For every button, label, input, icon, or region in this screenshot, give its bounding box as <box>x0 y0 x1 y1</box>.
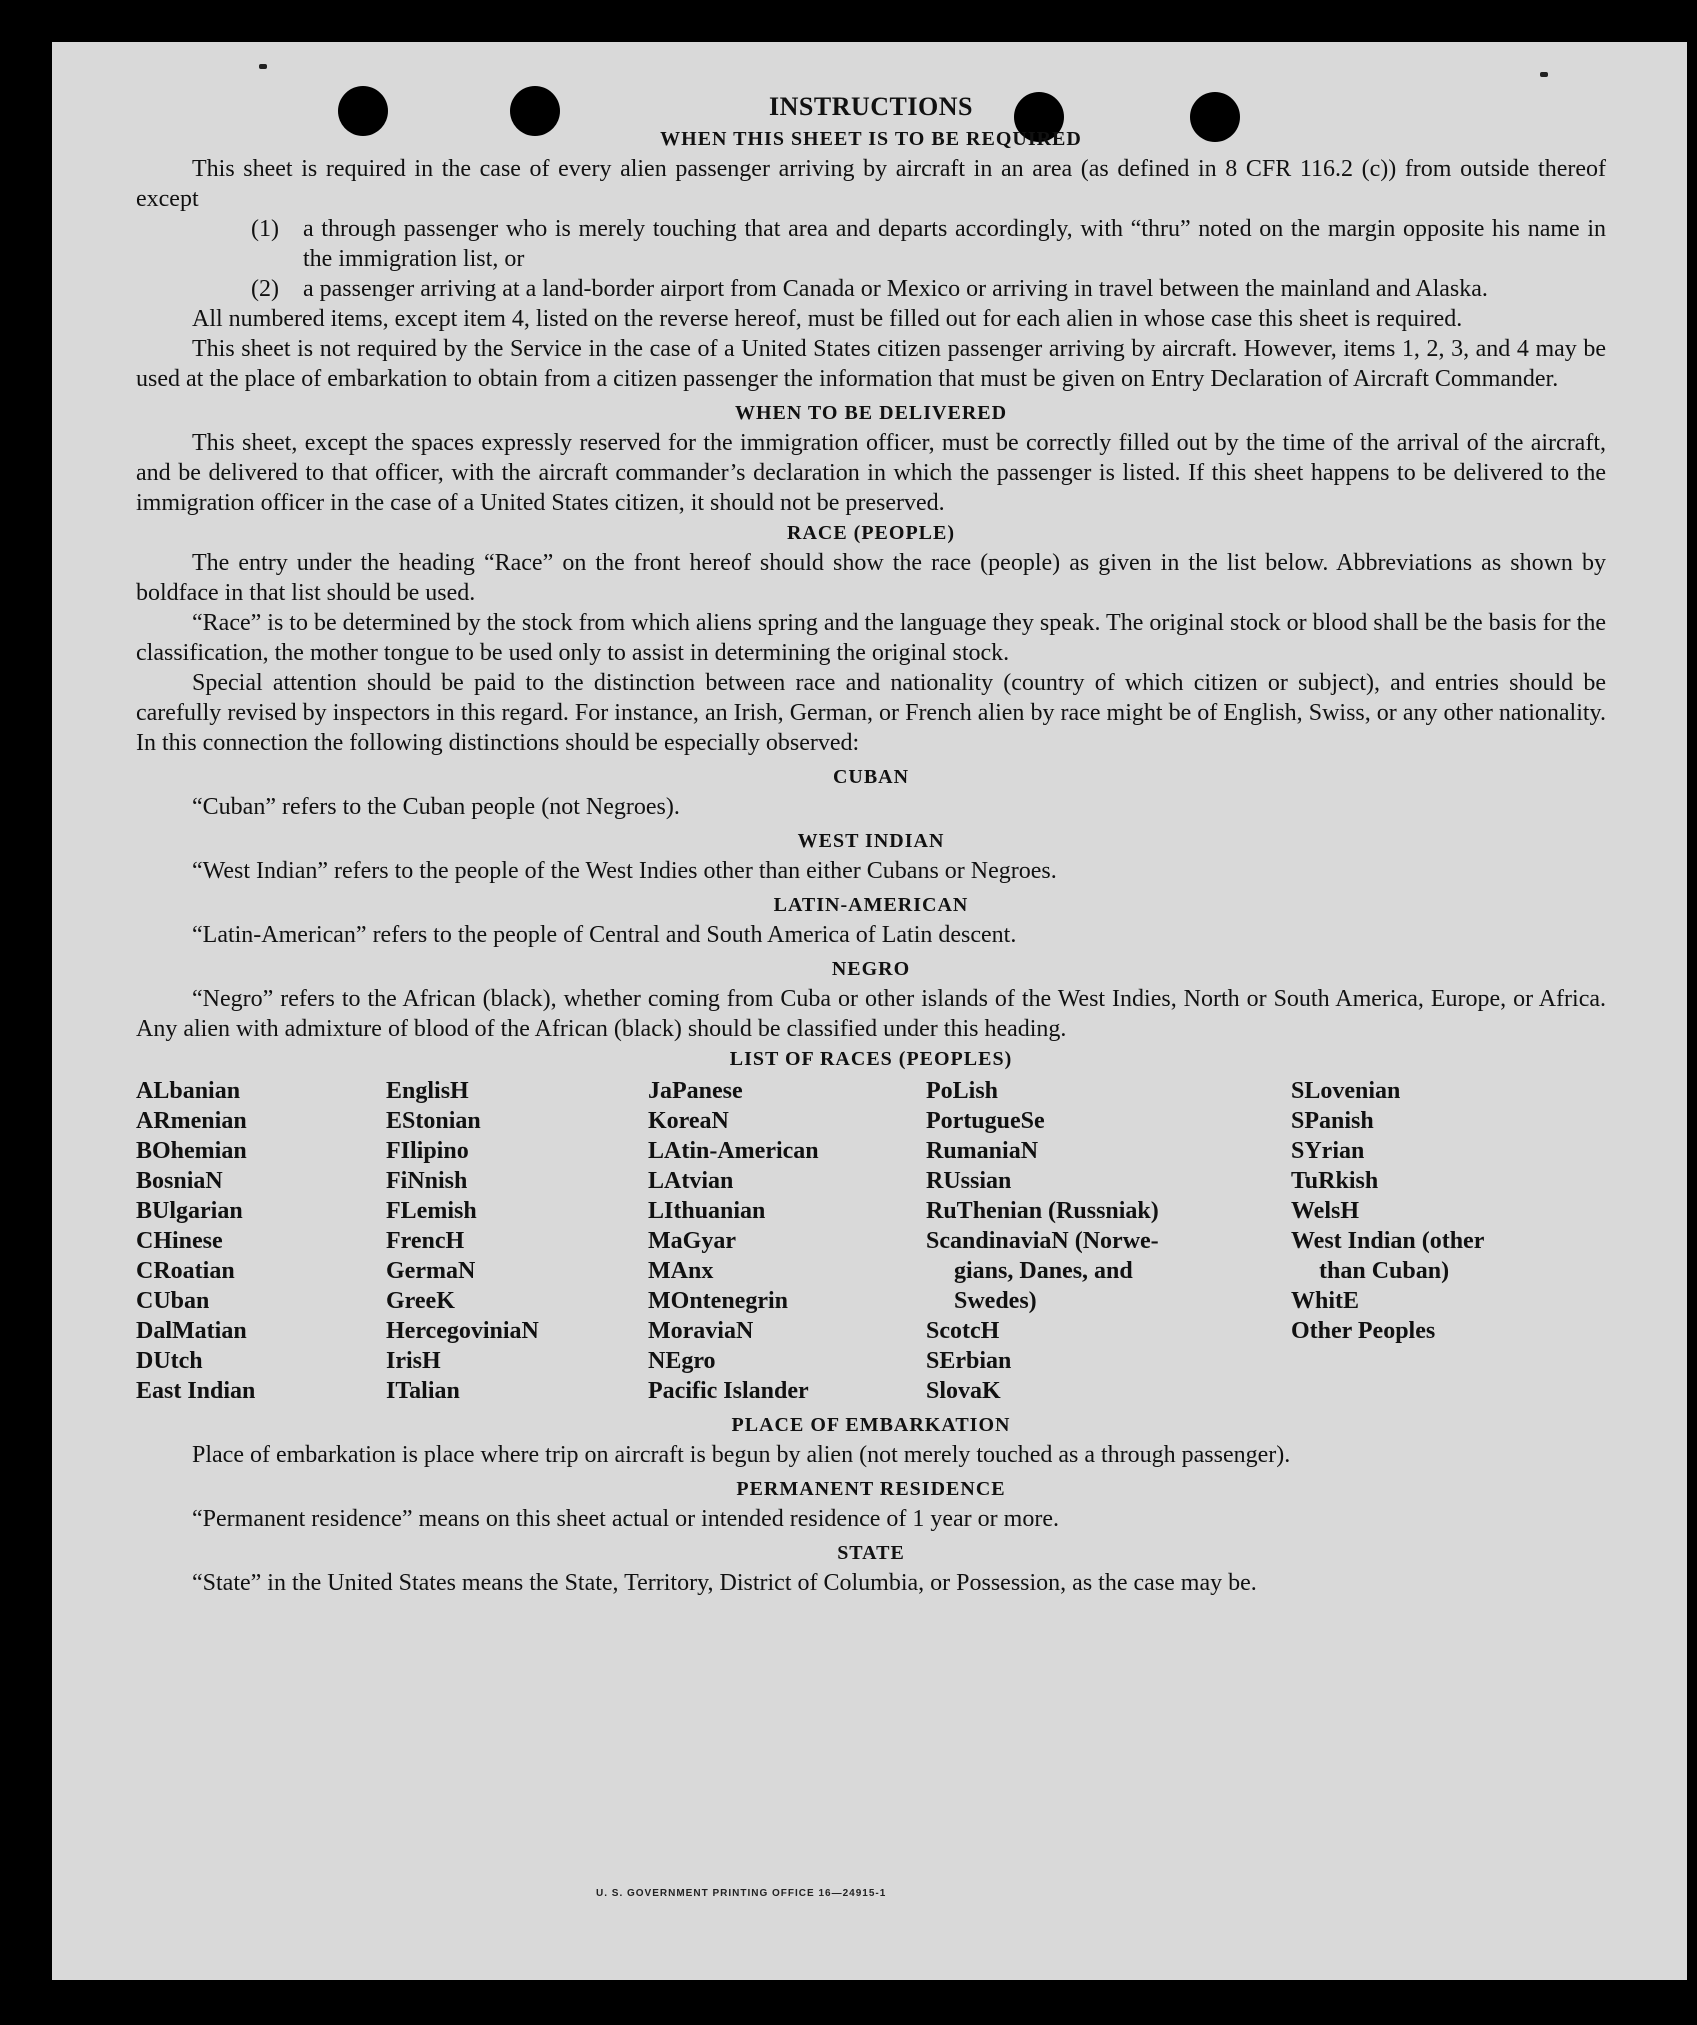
ink-speck <box>259 64 267 69</box>
paragraph: This sheet, except the spaces expressly reserved for the immigration officer, must be correctly filled out by the time of the arrival of the aircraft, and be delivered to that officer, with the aircraft commander’s declaration in which the passenger is listed. If this sheet happens to be delivered to the immigration officer in the case of a United States citizen, it should not be preserved. <box>136 430 1606 516</box>
paragraph: “Cuban” refers to the Cuban people (not Negroes). <box>192 794 680 820</box>
section-heading: LIST OF RACES (PEOPLES) <box>729 1048 1013 1070</box>
race-entry: Swedes) <box>954 1288 1037 1314</box>
race-entry: FrencH <box>386 1228 465 1254</box>
race-entry: BOhemian <box>136 1138 247 1164</box>
race-entry: LIthuanian <box>648 1198 766 1224</box>
race-entry: DalMatian <box>136 1318 247 1344</box>
race-entry: LAtvian <box>648 1168 734 1194</box>
race-entry: BosniaN <box>136 1168 223 1194</box>
race-entry: ALbanian <box>136 1078 241 1104</box>
race-entry: BUlgarian <box>136 1198 243 1224</box>
race-entry: CHinese <box>136 1228 223 1254</box>
race-entry: RUssian <box>926 1168 1012 1194</box>
race-entry: than Cuban) <box>1319 1258 1450 1284</box>
race-entry: MoraviaN <box>648 1318 754 1344</box>
race-entry: PortugueSe <box>926 1108 1045 1134</box>
race-entry: Pacific Islander <box>648 1378 809 1404</box>
exception-item <box>251 214 1606 274</box>
race-entry: SLovenian <box>1291 1078 1401 1104</box>
race-entry: WelsH <box>1291 1198 1360 1224</box>
paragraph: “Race” is to be determined by the stock from which aliens spring and the language they speak. The original stock or blood shall be the basis for the classification, the mother tongue to be used only to assist in determining the original stock. <box>136 610 1606 666</box>
race-entry: LAtin-American <box>648 1138 819 1164</box>
race-entry: FIlipino <box>386 1138 469 1164</box>
ink-speck <box>1540 72 1548 77</box>
race-entry: Other Peoples <box>1291 1318 1436 1344</box>
race-entry: SlovaK <box>926 1378 1001 1404</box>
section-heading: WHEN TO BE DELIVERED <box>734 402 1008 424</box>
race-entry: East Indian <box>136 1378 256 1404</box>
section-heading: STATE <box>837 1542 905 1564</box>
paragraph: “Permanent residence” means on this sheet actual or intended residence of 1 year or more. <box>192 1506 1059 1532</box>
page-title: INSTRUCTIONS <box>769 92 973 121</box>
paragraph: The entry under the heading “Race” on the front hereof should show the race (people) as given in the list below. Abbreviations as shown by boldface in that list should be used. <box>136 550 1606 606</box>
paragraph: All numbered items, except item 4, listed on the reverse hereof, must be filled out for each alien in whose case this sheet is required. <box>192 306 1463 332</box>
race-entry: MOntenegrin <box>648 1288 788 1314</box>
race-entry: IrisH <box>386 1348 441 1374</box>
race-entry: gians, Danes, and <box>954 1258 1133 1284</box>
item-number: (1) <box>251 216 279 242</box>
race-entry: CUban <box>136 1288 210 1314</box>
race-entry: ScotcH <box>926 1318 1000 1344</box>
race-entry: PoLish <box>926 1078 999 1104</box>
race-column <box>386 1076 648 1406</box>
item-text: a passenger arriving at a land-border airport from Canada or Mexico or arriving in travel between the mainland and Alaska. <box>303 276 1488 302</box>
race-entry: SPanish <box>1291 1108 1374 1134</box>
section-heading: LATIN-AMERICAN <box>773 894 969 916</box>
race-entry: KoreaN <box>648 1108 729 1134</box>
document-page <box>52 42 1687 1980</box>
race-entry: RumaniaN <box>926 1138 1039 1164</box>
race-entry: West Indian (other <box>1291 1228 1485 1254</box>
race-entry: FLemish <box>386 1198 477 1224</box>
paragraph: “State” in the United States means the State, Territory, District of Columbia, or Possession, as the case may be. <box>192 1570 1257 1596</box>
race-entry: EStonian <box>386 1108 481 1134</box>
race-entry: FiNnish <box>386 1168 468 1194</box>
race-entry: ITalian <box>386 1378 460 1404</box>
race-entry: MaGyar <box>648 1228 736 1254</box>
paragraph: This sheet is required in the case of every alien passenger arriving by aircraft in an area (as defined in 8 CFR 116.2 (c)) from outside thereof except <box>136 156 1606 212</box>
section-heading: PERMANENT RESIDENCE <box>736 1478 1006 1500</box>
printer-imprint: U. S. GOVERNMENT PRINTING OFFICE 16—24915-1 <box>596 1888 887 1899</box>
race-entry: WhitE <box>1291 1288 1360 1314</box>
race-entry: ScandinaviaN (Norwe- <box>926 1228 1159 1254</box>
section-heading: NEGRO <box>831 958 911 980</box>
paragraph: “Latin-American” refers to the people of Central and South America of Latin descent. <box>192 922 1017 948</box>
section-heading: WHEN THIS SHEET IS TO BE REQUIRED <box>660 128 1082 150</box>
race-column <box>648 1076 926 1406</box>
race-list <box>136 1076 1606 1406</box>
section-heading: PLACE OF EMBARKATION <box>731 1414 1011 1436</box>
race-entry: ARmenian <box>136 1108 247 1134</box>
item-number: (2) <box>251 276 279 302</box>
paragraph: “Negro” refers to the African (black), whether coming from Cuba or other islands of the West Indies, North or South America, Europe, or Africa. Any alien with admixture of blood of the African (black) should be classified under this heading. <box>136 986 1606 1042</box>
section-heading: WEST INDIAN <box>797 830 945 852</box>
exception-item <box>251 274 1606 304</box>
section-heading: CUBAN <box>832 766 910 788</box>
race-column <box>136 1076 386 1406</box>
paragraph: Place of embarkation is place where trip on aircraft is begun by alien (not merely touched as a through passenger). <box>192 1442 1291 1468</box>
race-entry: DUtch <box>136 1348 203 1374</box>
race-entry: CRoatian <box>136 1258 235 1284</box>
race-entry: HercegoviniaN <box>386 1318 539 1344</box>
race-entry: GermaN <box>386 1258 476 1284</box>
race-entry: EnglisH <box>386 1078 469 1104</box>
paragraph: “West Indian” refers to the people of the West Indies other than either Cubans or Negroes. <box>192 858 1057 884</box>
race-entry: GreeK <box>386 1288 455 1314</box>
race-entry: MAnx <box>648 1258 714 1284</box>
paragraph: Special attention should be paid to the distinction between race and nationality (country of which citizen or subject), and entries should be carefully revised by inspectors in this regard. For instance, an Irish, German, or French alien by race might be of English, Swiss, or any other nationality. In this connection the following distinctions should be especially observed: <box>136 670 1606 756</box>
instructions-body <box>136 90 1606 1598</box>
race-entry: SErbian <box>926 1348 1012 1374</box>
race-entry: JaPanese <box>648 1078 743 1104</box>
section-heading: RACE (PEOPLE) <box>787 522 955 544</box>
race-entry: SYrian <box>1291 1138 1365 1164</box>
race-column <box>1291 1076 1591 1406</box>
item-text: a through passenger who is merely touching that area and departs accordingly, with “thru” noted on the margin opposite his name in the immigration list, or <box>303 216 1606 272</box>
race-entry: RuThenian (Russniak) <box>926 1198 1159 1224</box>
race-entry: TuRkish <box>1291 1168 1379 1194</box>
race-column <box>926 1076 1291 1406</box>
paragraph: This sheet is not required by the Service in the case of a United States citizen passenger arriving by aircraft. However, items 1, 2, 3, and 4 may be used at the place of embarkation to obtain from a citizen passenger the information that must be given on Entry Declaration of Aircraft Commander. <box>136 336 1606 392</box>
race-entry: NEgro <box>648 1348 716 1374</box>
